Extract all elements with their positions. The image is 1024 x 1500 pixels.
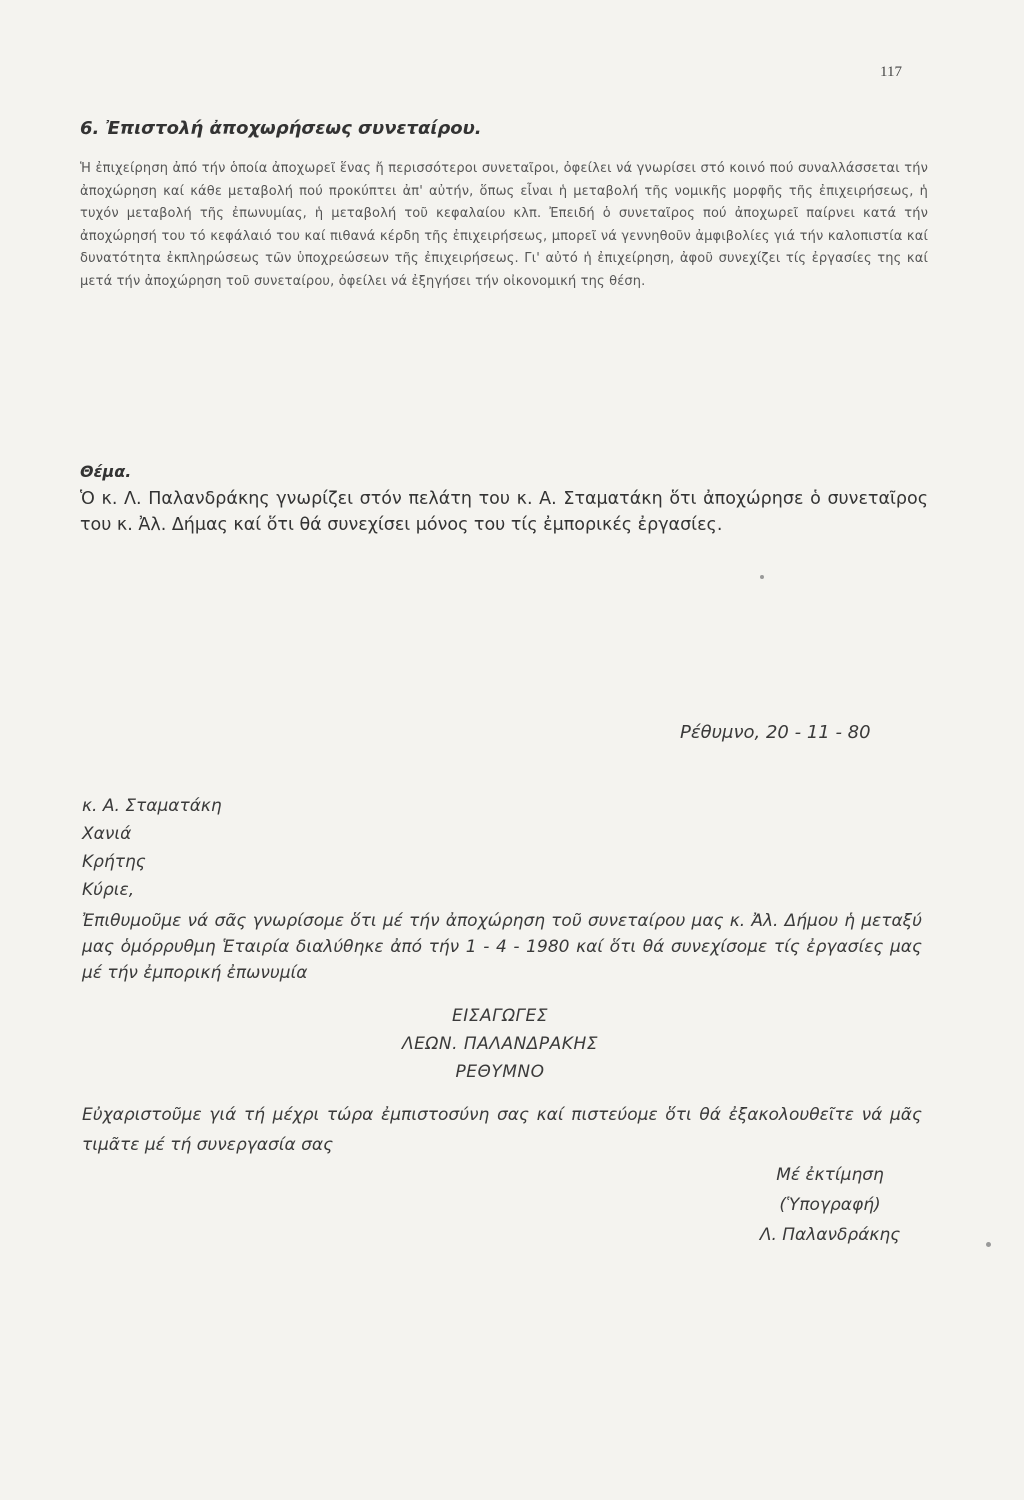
letter-date: Ρέθυμνο, 20 - 11 - 80 (680, 722, 871, 743)
recipient-line: Χανιά (82, 824, 132, 844)
signoff-line: Μέ ἐκτίμηση (776, 1165, 884, 1185)
thema-text: Ὁ κ. Λ. Παλανδράκης γνωρίζει στόν πελάτη του κ. Α. Σταματάκη ὅτι ἀποχώρησε ὁ συνεταῖρος του κ. Ἀλ. Δήμας καί ὅτι θά συνεχίσει μόνος του τίς ἐμπορικές ἐργασίες. (80, 489, 928, 535)
page-number: 117 (880, 64, 902, 80)
signoff-line: (Ὑπογραφή) (779, 1195, 881, 1215)
recipient-line: Κρήτης (82, 852, 146, 872)
letter-closing-paragraph: Εὐχαριστοῦμε γιά τή μέχρι τώρα ἐμπιστοσύνη σας καί πιστεύομε ὅτι θά ἐξακολουθεῖτε νά μᾶς τιμᾶτε μέ τή συνεργασία σας (82, 1105, 922, 1155)
intro-paragraph: Ἡ ἐπιχείρηση ἀπό τήν ὁποία ἀποχωρεῖ ἕνας ἤ περισσότεροι συνεταῖροι, ὀφείλει νά γνωρίσει στό κοινό πού συναλλάσσεται τήν ἀποχώρηση καί κάθε μεταβολή πού προκύπτει ἀπ' αὐτήν, ὅπως εἶναι ἡ μεταβολή τῆς νομικῆς μορφῆς τῆς ἐπιχειρήσεως, ἡ τυχόν μεταβολή τῆς ἐπωνυμίας, ἡ μεταβολή τοῦ κεφαλαίου κλπ. Ἐπειδή ὁ συνεταῖρος πού ἀποχωρεῖ παίρνει κατά τήν ἀποχώρησή του τό κεφάλαιό του καί πιθανά κέρδη τῆς ἐπιχειρήσεως, μπορεῖ νά γεννηθοῦν ἀμφιβολίες γιά τήν καλοπιστία καί δυνατότητα ἐκπληρώσεως τῶν ὑποχρεώσεων τῆς ἐπιχειρήσεως. Γι' αὐτό ἡ ἐπιχείρηση, ἀφοῦ συνεχίζει τίς ἐργασίες της καί μετά τήν ἀποχώρηση τοῦ συνεταίρου, ὀφείλει νά ἐξηγήσει τήν οἰκονομική της θέση. (80, 161, 928, 289)
recipient-address (82, 792, 222, 876)
thema-label: Θέμα. (80, 462, 132, 481)
paper-speck (760, 575, 764, 579)
paper-speck (986, 1242, 991, 1247)
recipient-line: κ. Α. Σταματάκη (82, 796, 222, 816)
letter-body-paragraph: Ἐπιθυμοῦμε νά σᾶς γνωρίσομε ὅτι μέ τήν ἀποχώρηση τοῦ συνεταίρου μας κ. Ἀλ. Δήμου ἡ μεταξύ μας ὁμόρρυθμη Ἑταιρία διαλύθηκε ἀπό τήν 1 - 4 - 1980 καί ὅτι θά συνεχίσομε τίς ἐργασίες μας μέ τήν ἐμπορική ἐπωνυμία (82, 911, 922, 983)
signature-block (730, 1160, 930, 1250)
company-name-block (300, 1002, 700, 1086)
salutation: Κύριε, (82, 880, 135, 900)
company-line: ΛΕΩΝ. ΠΑΛΑΝΔΡΑΚΗΣ (402, 1034, 598, 1054)
signoff-line: Λ. Παλανδράκης (759, 1225, 901, 1245)
section-title: 6. Ἐπιστολή ἀποχωρήσεως συνεταίρου. (80, 118, 482, 139)
company-line: ΕΙΣΑΓΩΓΕΣ (451, 1006, 549, 1026)
company-line: ΡΕΘΥΜΝΟ (455, 1062, 545, 1082)
